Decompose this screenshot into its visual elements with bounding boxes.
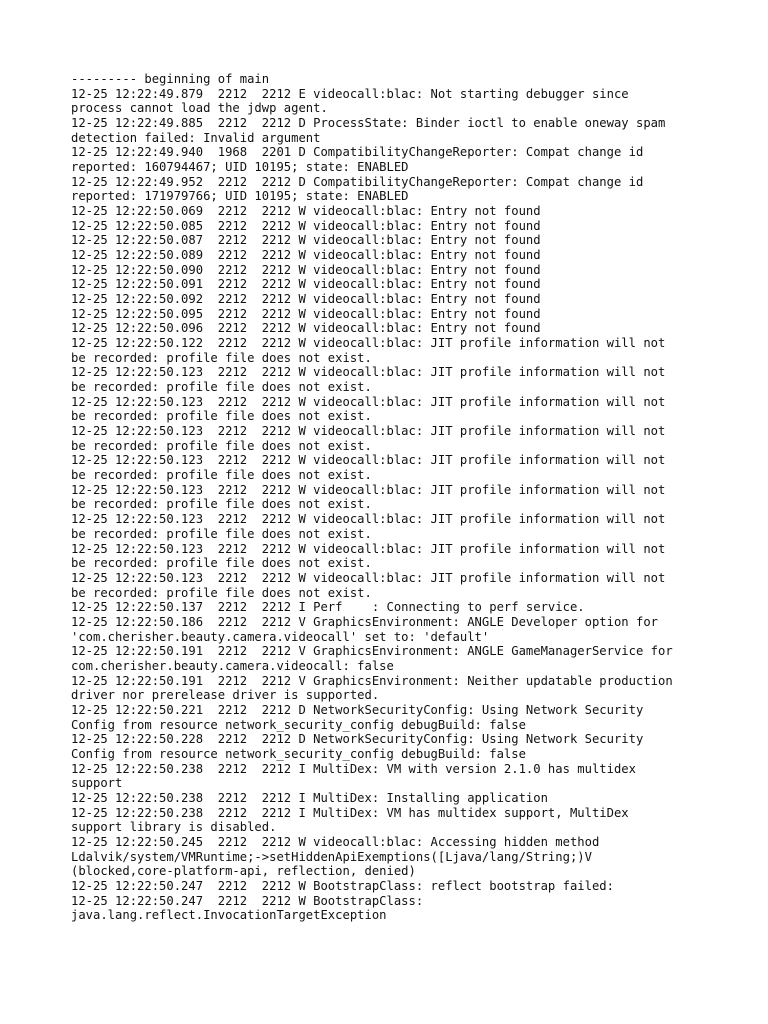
log-line: 12-25 12:22:50.085 2212 2212 W videocall:blac: Entry not found [71, 218, 541, 233]
log-line: 12-25 12:22:50.092 2212 2212 W videocall:blac: Entry not found [71, 292, 541, 307]
log-line: Config from resource network_security_config debugBuild: false [71, 746, 526, 761]
log-line: 12-25 12:22:50.123 2212 2212 W videocall:blac: JIT profile information will not [71, 453, 666, 468]
log-line: 12-25 12:22:50.137 2212 2212 I Perf : Connecting to perf service. [71, 600, 585, 615]
log-line: 12-25 12:22:50.247 2212 2212 W BootstrapClass: [71, 893, 424, 908]
log-line: be recorded: profile file does not exist. [71, 556, 372, 571]
log-line: 12-25 12:22:50.123 2212 2212 W videocall:blac: JIT profile information will not [71, 365, 666, 380]
log-line: 12-25 12:22:50.095 2212 2212 W videocall:blac: Entry not found [71, 306, 541, 321]
log-line: 12-25 12:22:50.123 2212 2212 W videocall:blac: JIT profile information will not [71, 482, 666, 497]
log-line: be recorded: profile file does not exist. [71, 438, 372, 453]
log-line: 12-25 12:22:50.238 2212 2212 I MultiDex: VM with version 2.1.0 has multidex [71, 761, 636, 776]
log-line: support [71, 776, 123, 791]
log-line: 12-25 12:22:50.123 2212 2212 W videocall:blac: JIT profile information will not [71, 424, 666, 439]
log-line: 12-25 12:22:50.247 2212 2212 W BootstrapClass: reflect bootstrap failed: [71, 878, 614, 893]
log-line: support library is disabled. [71, 820, 277, 835]
log-line: 12-25 12:22:50.245 2212 2212 W videocall:blac: Accessing hidden method [71, 834, 600, 849]
log-line: 12-25 12:22:50.221 2212 2212 D NetworkSecurityConfig: Using Network Security [71, 702, 644, 717]
log-line: 12-25 12:22:50.228 2212 2212 D NetworkSecurityConfig: Using Network Security [71, 732, 644, 747]
log-line: be recorded: profile file does not exist. [71, 526, 372, 541]
log-line: 12-25 12:22:50.238 2212 2212 I MultiDex: VM has multidex support, MultiDex [71, 805, 629, 820]
log-line: com.cherisher.beauty.camera.videocall: false [71, 658, 394, 673]
log-line: detection failed: Invalid argument [71, 130, 321, 145]
log-line: 12-25 12:22:49.885 2212 2212 D ProcessState: Binder ioctl to enable oneway spam [71, 116, 666, 131]
log-line: 12-25 12:22:50.186 2212 2212 V GraphicsEnvironment: ANGLE Developer option for [71, 614, 658, 629]
log-line: be recorded: profile file does not exist. [71, 468, 372, 483]
log-line: 12-25 12:22:49.952 2212 2212 D CompatibilityChangeReporter: Compat change id [71, 174, 644, 189]
log-line: 12-25 12:22:50.090 2212 2212 W videocall:blac: Entry not found [71, 262, 541, 277]
log-line: 12-25 12:22:50.123 2212 2212 W videocall:blac: JIT profile information will not [71, 394, 666, 409]
log-line: 12-25 12:22:50.123 2212 2212 W videocall:blac: JIT profile information will not [71, 570, 666, 585]
log-line: be recorded: profile file does not exist. [71, 585, 372, 600]
log-line: 12-25 12:22:50.123 2212 2212 W videocall:blac: JIT profile information will not [71, 541, 666, 556]
log-line: be recorded: profile file does not exist. [71, 409, 372, 424]
log-line: 12-25 12:22:50.122 2212 2212 W videocall:blac: JIT profile information will not [71, 336, 666, 351]
log-document [71, 72, 711, 923]
log-line: 12-25 12:22:50.191 2212 2212 V GraphicsEnvironment: ANGLE GameManagerService for [71, 644, 673, 659]
log-line: 12-25 12:22:50.191 2212 2212 V GraphicsEnvironment: Neither updatable production [71, 673, 673, 688]
log-line: 12-25 12:22:50.096 2212 2212 W videocall:blac: Entry not found [71, 321, 541, 336]
log-line: (blocked,core-platform-api, reflection, denied) [71, 864, 416, 879]
log-line: reported: 171979766; UID 10195; state: ENABLED [71, 189, 409, 204]
log-line: 12-25 12:22:50.069 2212 2212 W videocall:blac: Entry not found [71, 204, 541, 219]
log-line: --------- beginning of main [71, 72, 270, 86]
log-line: 12-25 12:22:50.238 2212 2212 I MultiDex: Installing application [71, 790, 548, 805]
log-line: 'com.cherisher.beauty.camera.videocall' set to: 'default' [71, 629, 490, 644]
log-line: 12-25 12:22:49.879 2212 2212 E videocall:blac: Not starting debugger since [71, 86, 629, 101]
log-line: 12-25 12:22:49.940 1968 2201 D CompatibilityChangeReporter: Compat change id [71, 145, 644, 160]
log-line: Ldalvik/system/VMRuntime;->setHiddenApiExemptions([Ljava/lang/String;)V [71, 849, 592, 864]
log-line: Config from resource network_security_config debugBuild: false [71, 717, 526, 732]
log-line: 12-25 12:22:50.091 2212 2212 W videocall:blac: Entry not found [71, 277, 541, 292]
log-line: be recorded: profile file does not exist. [71, 497, 372, 512]
log-line: 12-25 12:22:50.089 2212 2212 W videocall:blac: Entry not found [71, 248, 541, 263]
log-line: be recorded: profile file does not exist. [71, 380, 372, 395]
log-line: process cannot load the jdwp agent. [71, 101, 328, 116]
log-line: reported: 160794467; UID 10195; state: ENABLED [71, 160, 409, 175]
log-line: 12-25 12:22:50.087 2212 2212 W videocall:blac: Entry not found [71, 233, 541, 248]
log-line: 12-25 12:22:50.123 2212 2212 W videocall:blac: JIT profile information will not [71, 512, 666, 527]
log-line: driver nor prerelease driver is supported. [71, 688, 380, 703]
log-line: java.lang.reflect.InvocationTargetException [71, 908, 387, 923]
log-line: be recorded: profile file does not exist. [71, 350, 372, 365]
